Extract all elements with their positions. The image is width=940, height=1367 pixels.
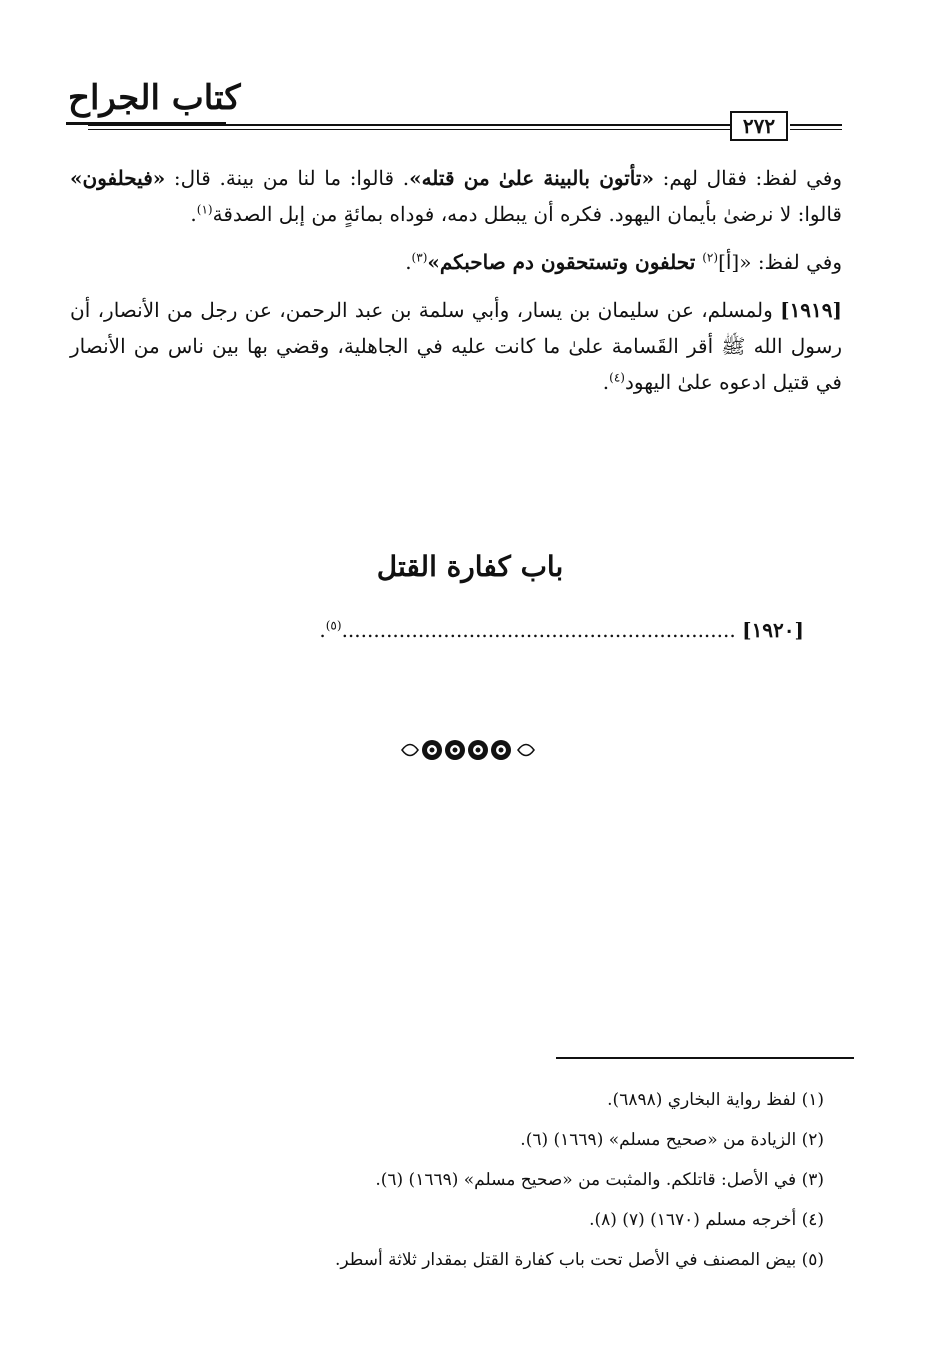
page-number: ٢٧٢ xyxy=(730,111,788,141)
text-span: ولمسلم، عن سليمان بن يسار، وأبي سلمة بن عبد الرحمن، عن رجل من الأنصار، أن رسول الله ﷺ أقر القَسامة علىٰ ما كانت عليه في الجاهلية، وقضي بها بين ناس من الأنصار في قتيل ادعوه علىٰ اليهود xyxy=(70,298,842,394)
header-rule-thin xyxy=(88,129,730,130)
text-span: وفي لفظ: فقال لهم: xyxy=(653,166,843,190)
quoted-speech: تحلفون وتستحقون دم صاحبكم» xyxy=(427,250,703,274)
quoted-speech: «فيحلفون» xyxy=(70,166,166,190)
ornament-divider xyxy=(398,735,538,765)
footnote: (٢) الزيادة من «صحيح مسلم» (١٦٦٩) (٦). xyxy=(520,1130,824,1150)
blank-dots: .............................................................. xyxy=(341,618,743,642)
footnote-ref: (٥) xyxy=(325,618,342,633)
footnote-ref: (٢) xyxy=(702,250,719,265)
footnote: (٤) أخرجه مسلم (١٦٧٠) (٧) (٨). xyxy=(589,1210,824,1230)
footnotes xyxy=(140,1080,824,1280)
paragraph-1 xyxy=(70,160,842,232)
page-header xyxy=(0,0,940,150)
paragraph-hadith-1919 xyxy=(70,292,842,400)
footnote-ref: (١) xyxy=(196,202,213,217)
text-span: . xyxy=(190,202,197,226)
footnote: (٥) بيض المصنف في الأصل تحت باب كفارة القتل بمقدار ثلاثة أسطر. xyxy=(334,1250,824,1270)
header-rule-right xyxy=(790,124,842,126)
text-span: قالوا: لا نرضىٰ بأيمان اليهود. فكره أن يبطل دمه، فوداه بمائةٍ من إبل الصدقة xyxy=(212,202,842,226)
main-text xyxy=(70,160,842,412)
section-title: باب كفارة القتل xyxy=(376,550,564,583)
hadith-number: [١٩٢٠] xyxy=(742,618,804,642)
book-title: كتاب الجراح xyxy=(68,78,241,118)
text-span: . xyxy=(319,618,326,642)
hadith-1920 xyxy=(240,612,804,648)
ornament-icon xyxy=(398,735,538,765)
footnote-separator xyxy=(556,1057,854,1059)
text-span: وفي لفظ: «[أ] xyxy=(718,250,842,274)
footnote-ref: (٣) xyxy=(411,250,428,265)
footnote: (١) لفظ رواية البخاري (٦٨٩٨). xyxy=(607,1090,824,1110)
paragraph-2 xyxy=(70,244,842,280)
quoted-speech: «تأتون بالبينة علىٰ من قتله» xyxy=(409,166,654,190)
hadith-number: [١٩١٩] xyxy=(780,298,842,322)
footnote: (٣) في الأصل: قاتلكم. والمثبت من «صحيح مسلم» (١٦٦٩) (٦). xyxy=(375,1170,824,1190)
text-span: . xyxy=(602,370,610,394)
text-span: . قالوا: ما لنا من بينة. قال: xyxy=(165,166,410,190)
header-rule xyxy=(88,124,730,126)
header-rule-right-thin xyxy=(790,129,842,130)
text-span: . xyxy=(405,250,412,274)
footnote-ref: (٤) xyxy=(609,370,625,385)
